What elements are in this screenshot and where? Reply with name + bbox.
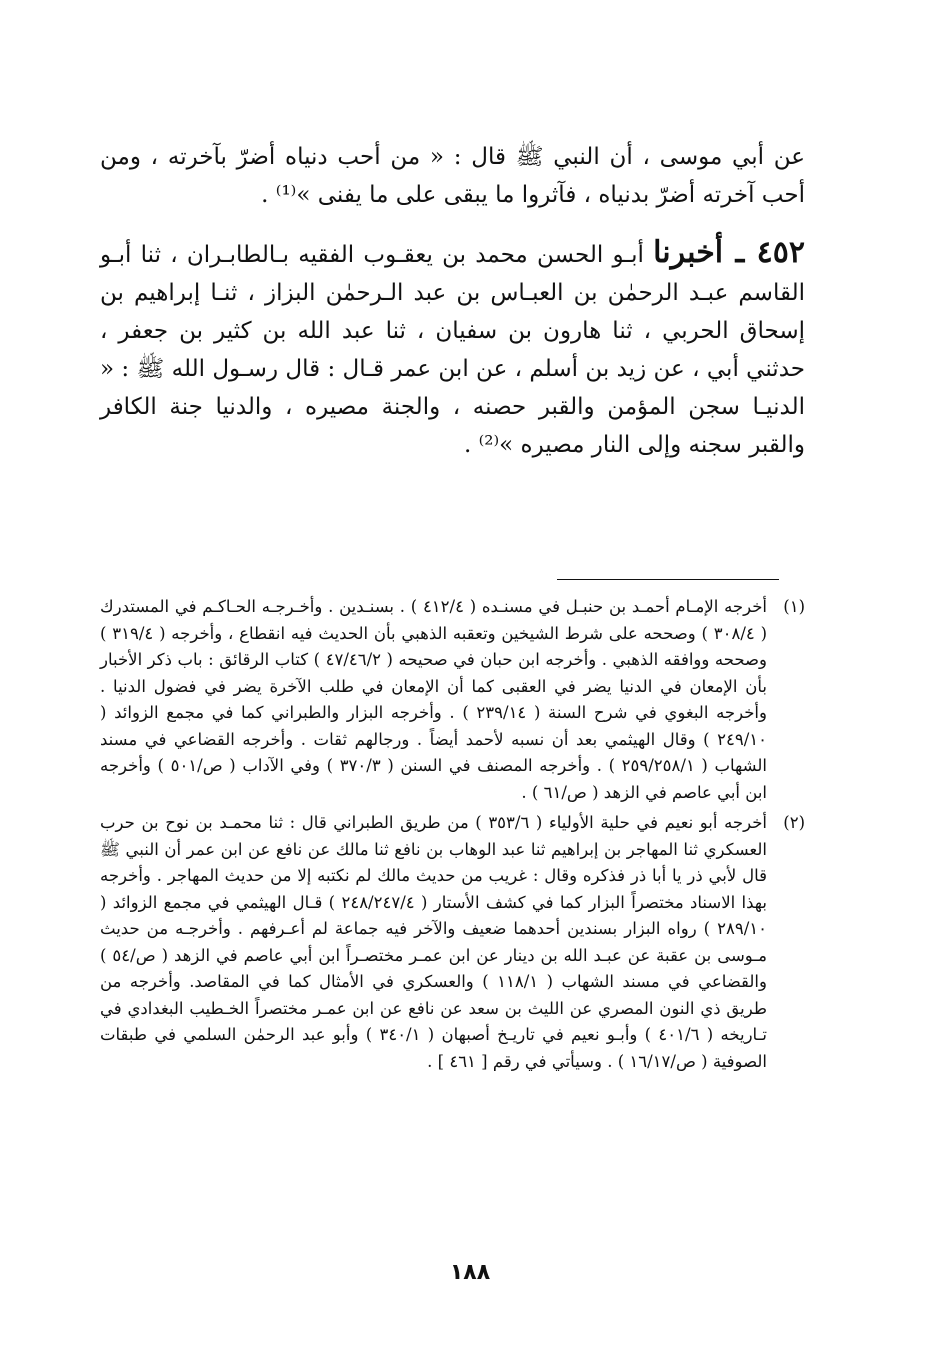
hadith-number: ٤٥٢ ـ أخبرنا	[653, 235, 805, 270]
page-number: ١٨٨	[449, 1260, 491, 1285]
hadith-452-text: أبـو الحسن محمد بن يعقـوب الفقيه بـالطابـران ، ثنا أبـو القاسم عبـد الرحمٰن بن العبـاس بن عبد الـرحمٰن البزاز ، ثنـا إبراهيم بن إسحاق الحربي ، ثنا هارون بن سفيان ، ثنا عبد الله بن كثير بن جعفر ، حدثني أبي ، عن زيد بن أسلم ، عن ابن عمر قـال : قال رسـول الله ﷺ : « الدنيـا سجن المؤمن والقبر حصنه ، والجنة مصيره ، والدنيا جنة الكافر والقبر سجنه وإلى النار مصيره »⁽²⁾ .	[100, 242, 805, 458]
footnote-text: أخرجه الإمـام أحمـد بن حنبـل في مسنـده ( ٤١٢/٤ ) . بسنـدين . وأخـرجـه الحـاكـم في المستدرك ( ٣٠٨/٤ ) وصححه على شرط الشيخين وتعقبه الذهبي بأن الحديث فيه انقطاع ، وأخرجه ( ٣١٩/٤ ) وصححه ووافقه الذهبي . وأخرجه ابن حبان في صحيحه ( ٤٧/٤٦/٢ ) كتاب الرقائق : باب ذكر الأخبار بأن الإمعان في الدنيا يضر في العقبى كما أن الإمعان في طلب الآخرة يضر في فضول الدنيا . وأخرجه البغوي في شرح السنة ( ٢٣٩/١٤ ) . وأخرجه البزار والطبراني كما في مجمع الزوائد ( ٢٤٩/١٠ ) وقال الهيثمي بعد أن نسبه لأحمد أيضاً . ورجالهم ثقات . وأخرجه القضاعي في مسند الشهاب ( ٢٥٩/٢٥٨/١ ) . وأخرجه المصنف في السنن ( ٣٧٠/٣ ) وفي الآداب ( ص/٥٠١ ) وأخرجه ابن أبي عاصم في الزهد ( ص/٦١ ) .	[100, 597, 768, 802]
footnote-2	[100, 810, 805, 1075]
hadith-452	[100, 234, 805, 464]
footnote-number: (١)	[783, 597, 805, 616]
footnote-separator	[557, 579, 779, 580]
main-text	[100, 138, 805, 464]
footnote-text: أخرجه أبو نعيم في حلية الأولياء ( ٣٥٣/٦ ) من طريق الطبراني قال : ثنا محمـد بن نوح بن حرب العسكري ثنا المهاجر بن إبراهيم ثنا عبد الوهاب بن نافع ثنا مالك عن نافع عن ابن عمر أن النبي ﷺ قال لأبي ذر يا أبا ذر فذكره وقال : غريب من حديث مالك لم نكتبه إلا من حديث المهاجر . وأخرجه بهذا الاسناد مختصراً البزار كما في كشف الأستار ( ٢٤٨/٢٤٧/٤ ) قـال الهيثمي في مجمع الزوائد ( ٢٨٩/١٠ ) رواه البزار بسندين أحدهما ضعيف والآخر فيه جماعة لم أعـرفهم . وأخرجـه من حديث مـوسى بن عقبة عن عبـد الله بن دينار عن ابن عمـر مختصـراً ابن أبي عاصم في الزهد ( ص/٥٤ ) والقضاعي في مسند الشهاب ( ١١٨/١ ) والعسكري في الأمثال كما في المقاصد. وأخرجه من طريق ذي النون المصري عن الليث بن سعد عن نافع عن ابن عمـر مختصراً الخـطيب البغدادي في تـاريخه ( ٤٠١/٦ ) وأبـو نعيم في تاريـخ أصبهان ( ٣٤٠/١ ) وأبو عبد الرحمٰن السلمي في طبقات الصوفية ( ص/١٦/١٧ ) . وسيأتي في رقم [ ٤٦١ ] .	[100, 813, 768, 1071]
footnote-1	[100, 594, 805, 806]
footnote-number: (٢)	[783, 813, 805, 832]
footnotes	[100, 594, 805, 1079]
hadith-451-continuation: عن أبي موسى ، أن النبي ﷺ قال : « من أحب دنياه أضرّ بآخرته ، ومن أحب آخرته أضرّ بدنياه ، فآثروا ما يبقى على ما يفنى »⁽¹⁾ .	[100, 144, 805, 208]
